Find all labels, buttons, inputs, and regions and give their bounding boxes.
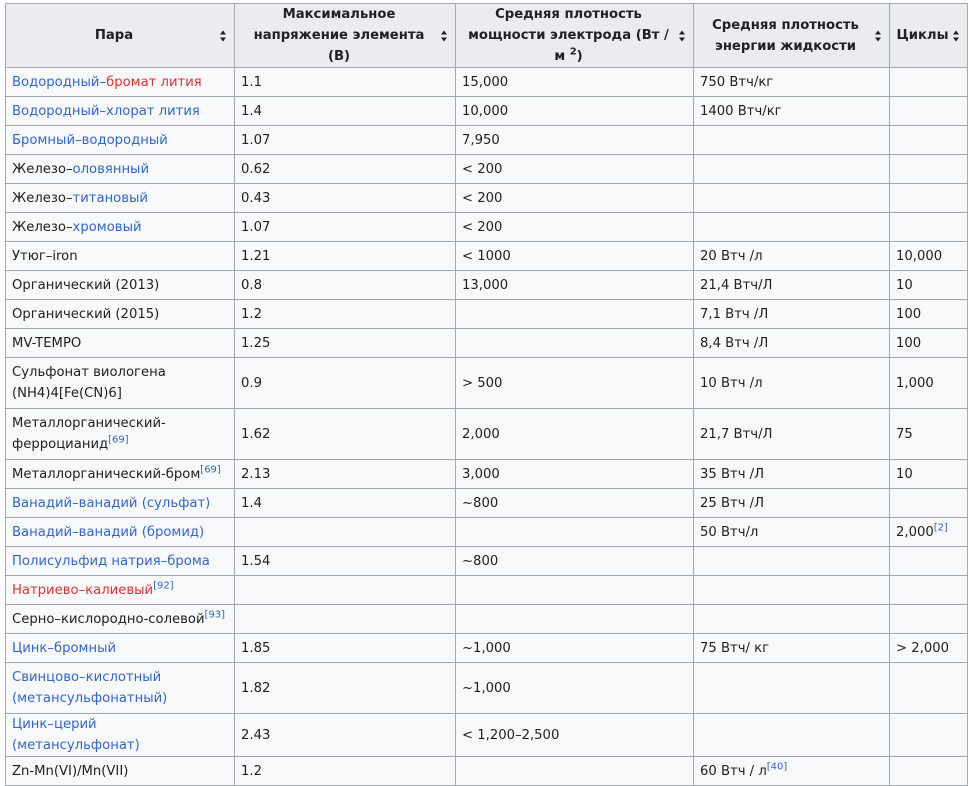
table-row [6, 329, 968, 358]
cell-value: 2,000 [462, 426, 500, 442]
header-row [6, 4, 968, 68]
reference-link[interactable]: [2] [933, 522, 948, 534]
cell-pair [6, 576, 235, 605]
cell-pair [6, 460, 235, 489]
table-row [6, 409, 968, 460]
table-row [6, 68, 968, 97]
cell-value: < 200 [462, 190, 503, 206]
cell-voltage [235, 184, 456, 213]
article-link[interactable]: Цинк–церий (метансульфонат) [12, 717, 140, 753]
cell-voltage [235, 126, 456, 155]
cell-value: 35 Втч /Л [700, 466, 765, 482]
cell-voltage [235, 757, 456, 786]
cell-cycles [890, 126, 968, 155]
cell-value: 10 Втч /л [700, 375, 763, 391]
cell-value: 75 Втч/ кг [700, 640, 770, 656]
cell-value: 10,000 [896, 248, 943, 264]
pair-text: Органический (2013) [12, 277, 160, 293]
cell-value: 0.8 [241, 277, 262, 293]
table-row [6, 460, 968, 489]
cell-voltage [235, 358, 456, 409]
cell-voltage [235, 409, 456, 460]
cell-voltage [235, 714, 456, 757]
cell-energy-density [694, 605, 890, 634]
table-body [6, 68, 968, 786]
article-link[interactable]: Бромный–водородный [12, 132, 168, 148]
table-row [6, 518, 968, 547]
cell-power-density [456, 663, 694, 714]
cell-value: ~1,000 [462, 640, 511, 656]
cell-power-density [456, 155, 694, 184]
cell-cycles [890, 358, 968, 409]
cell-voltage [235, 460, 456, 489]
cell-value: 1.07 [241, 219, 271, 235]
table-row [6, 97, 968, 126]
sort-icon[interactable] [441, 30, 448, 41]
cell-value: 20 Втч /л [700, 248, 763, 264]
cell-value: < 200 [462, 161, 503, 177]
table-row [6, 714, 968, 757]
table-row [6, 489, 968, 518]
cell-power-density [456, 97, 694, 126]
cell-cycles [890, 460, 968, 489]
table-row [6, 757, 968, 786]
cell-voltage [235, 576, 456, 605]
table-row [6, 155, 968, 184]
cell-value: 1.07 [241, 132, 271, 148]
cell-value: 7,950 [462, 132, 500, 148]
pair-text: Железо– [12, 190, 73, 206]
table-row [6, 605, 968, 634]
cell-value: 1.25 [241, 335, 271, 351]
table-row [6, 242, 968, 271]
cell-cycles [890, 213, 968, 242]
cell-power-density [456, 242, 694, 271]
cell-power-density [456, 300, 694, 329]
cell-pair [6, 329, 235, 358]
cell-energy-density [694, 663, 890, 714]
pair-text: MV-TEMPO [12, 335, 82, 351]
cell-cycles [890, 547, 968, 576]
article-link[interactable]: Водородный– [12, 74, 107, 90]
cell-power-density [456, 68, 694, 97]
cell-value: 0.43 [241, 190, 271, 206]
table-row [6, 271, 968, 300]
cell-energy-density [694, 155, 890, 184]
cell-pair [6, 155, 235, 184]
cell-voltage [235, 213, 456, 242]
cell-value: 100 [896, 335, 922, 351]
col-header-energy-density[interactable]: Средняя плотность энергии жидкости [694, 4, 890, 68]
sort-icon[interactable] [875, 30, 882, 41]
cell-value: 1.82 [241, 680, 271, 696]
cell-cycles [890, 634, 968, 663]
cell-power-density [456, 634, 694, 663]
cell-power-density [456, 126, 694, 155]
cell-pair [6, 757, 235, 786]
cell-value: 0.62 [241, 161, 271, 177]
cell-value: 60 Втч / л [700, 763, 767, 779]
cell-value: 10 [896, 277, 913, 293]
table-row [6, 634, 968, 663]
cell-energy-density [694, 576, 890, 605]
cell-power-density [456, 409, 694, 460]
cell-value: 13,000 [462, 277, 509, 293]
pair-text: Zn-Mn(VI)/Mn(VII) [12, 763, 129, 779]
cell-cycles [890, 97, 968, 126]
cell-value: 2,000 [896, 524, 934, 540]
cell-value: 10,000 [462, 103, 509, 119]
cell-pair [6, 663, 235, 714]
sort-icon[interactable] [953, 30, 960, 41]
cell-cycles [890, 184, 968, 213]
col-header-voltage[interactable]: Максимальное напряжение элемента (В) [235, 4, 456, 68]
cell-energy-density [694, 518, 890, 547]
cell-voltage [235, 97, 456, 126]
table-row [6, 358, 968, 409]
cell-value: 2.13 [241, 466, 271, 482]
article-link[interactable]: Ванадий–ванадий (сульфат) [12, 495, 211, 511]
cell-voltage [235, 634, 456, 663]
cell-value: 1400 Втч/кг [700, 103, 782, 119]
article-link[interactable]: оловянный [72, 161, 150, 177]
cell-cycles [890, 409, 968, 460]
cell-pair [6, 518, 235, 547]
cell-power-density [456, 547, 694, 576]
missing-article-link[interactable]: Натриево–калиевый [12, 582, 154, 598]
cell-voltage [235, 547, 456, 576]
cell-pair [6, 300, 235, 329]
sort-icon[interactable] [220, 30, 227, 41]
cell-value: > 2,000 [896, 640, 949, 656]
cell-power-density [456, 329, 694, 358]
reference-link[interactable]: [69] [200, 464, 221, 476]
table-row [6, 213, 968, 242]
cell-value: 1.2 [241, 306, 262, 322]
cell-energy-density [694, 242, 890, 271]
table-row [6, 126, 968, 155]
cell-energy-density [694, 757, 890, 786]
cell-value: 3,000 [462, 466, 500, 482]
cell-value: 1.1 [241, 74, 262, 90]
cell-cycles [890, 489, 968, 518]
cell-value: 2.43 [241, 727, 271, 743]
pair-text: Органический (2015) [12, 306, 160, 322]
cell-energy-density [694, 547, 890, 576]
cell-pair [6, 409, 235, 460]
flow-battery-table [5, 3, 968, 786]
cell-value: 1.21 [241, 248, 271, 264]
cell-value: 1.54 [241, 553, 271, 569]
cell-value: ~1,000 [462, 680, 511, 696]
pair-text: Железо– [12, 161, 73, 177]
cell-energy-density [694, 126, 890, 155]
cell-power-density [456, 714, 694, 757]
cell-value: 75 [896, 426, 913, 442]
cell-power-density [456, 757, 694, 786]
cell-value: 100 [896, 306, 922, 322]
cell-power-density [456, 518, 694, 547]
cell-voltage [235, 605, 456, 634]
cell-cycles [890, 300, 968, 329]
pair-text: Серно–кислородно-солевой [12, 611, 205, 627]
article-link[interactable]: Полисульфид натрия–брома [12, 553, 210, 569]
cell-value: 15,000 [462, 74, 509, 90]
cell-power-density [456, 184, 694, 213]
cell-value: 1,000 [896, 375, 934, 391]
cell-energy-density [694, 460, 890, 489]
cell-value: 1.4 [241, 495, 262, 511]
pair-text: Металлорганический-ферроцианид [12, 416, 166, 452]
reference-link[interactable]: [93] [204, 609, 226, 621]
cell-voltage [235, 663, 456, 714]
cell-voltage [235, 518, 456, 547]
cell-energy-density [694, 213, 890, 242]
cell-value: < 1,200–2,500 [462, 727, 560, 743]
cell-cycles [890, 242, 968, 271]
reference-link[interactable]: [40] [766, 761, 788, 773]
cell-energy-density [694, 97, 890, 126]
cell-value: 750 Втч/кг [700, 74, 774, 90]
pair-text: Утюг–iron [12, 248, 78, 264]
table-row [6, 663, 968, 714]
cell-value: 1.85 [241, 640, 271, 656]
cell-value: 1.4 [241, 103, 262, 119]
cell-energy-density [694, 634, 890, 663]
cell-energy-density [694, 358, 890, 409]
cell-pair [6, 271, 235, 300]
cell-energy-density [694, 271, 890, 300]
cell-voltage [235, 489, 456, 518]
article-link[interactable]: Водородный–хлорат лития [12, 103, 200, 119]
cell-pair [6, 184, 235, 213]
cell-cycles [890, 663, 968, 714]
col-header-power-density[interactable]: Средняя плотность мощности электрода (Вт / м $^2$) [456, 4, 694, 68]
article-link[interactable]: хромовый [72, 219, 142, 235]
cell-voltage [235, 300, 456, 329]
cell-value: ~800 [462, 553, 499, 569]
cell-value: 21,4 Втч/Л [700, 277, 773, 293]
cell-energy-density [694, 489, 890, 518]
cell-value: < 1000 [462, 248, 511, 264]
cell-pair [6, 242, 235, 271]
cell-power-density [456, 460, 694, 489]
cell-cycles [890, 605, 968, 634]
cell-cycles [890, 329, 968, 358]
cell-value: < 200 [462, 219, 503, 235]
cell-value: 10 [896, 466, 913, 482]
cell-voltage [235, 329, 456, 358]
cell-pair [6, 213, 235, 242]
col-header-cycles[interactable]: Циклы [890, 4, 968, 68]
cell-power-density [456, 213, 694, 242]
article-link[interactable]: Свинцово–кислотный (метансульфонатный) [12, 670, 168, 706]
cell-pair [6, 547, 235, 576]
reference-link[interactable]: [69] [108, 434, 129, 446]
cell-energy-density [694, 329, 890, 358]
cell-power-density [456, 358, 694, 409]
pair-text: Сульфонат виологена (NH4)4[Fe(CN)6] [12, 365, 166, 401]
cell-value: 1.62 [241, 426, 271, 442]
cell-pair [6, 489, 235, 518]
cell-pair [6, 634, 235, 663]
cell-pair [6, 68, 235, 97]
reference-link[interactable]: [92] [153, 580, 174, 592]
cell-cycles [890, 518, 968, 547]
cell-value: > 500 [462, 375, 503, 391]
cell-value: 50 Втч/л [700, 524, 759, 540]
pair-text: Металлорганический-бром [12, 466, 201, 482]
missing-article-link[interactable]: бромат лития [106, 74, 202, 90]
cell-pair [6, 358, 235, 409]
pair-text: Железо– [12, 219, 73, 235]
cell-cycles [890, 757, 968, 786]
table-row [6, 576, 968, 605]
cell-cycles [890, 271, 968, 300]
cell-voltage [235, 155, 456, 184]
cell-value: ~800 [462, 495, 499, 511]
cell-pair [6, 714, 235, 757]
table-row [6, 184, 968, 213]
cell-energy-density [694, 409, 890, 460]
cell-cycles [890, 68, 968, 97]
cell-energy-density [694, 300, 890, 329]
table-row [6, 547, 968, 576]
cell-power-density [456, 605, 694, 634]
cell-cycles [890, 155, 968, 184]
cell-pair [6, 605, 235, 634]
cell-voltage [235, 68, 456, 97]
cell-voltage [235, 242, 456, 271]
cell-value: 25 Втч /Л [700, 495, 765, 511]
cell-voltage [235, 271, 456, 300]
article-link[interactable]: Ванадий–ванадий (бромид) [12, 524, 205, 540]
cell-pair [6, 126, 235, 155]
article-link[interactable]: Цинк–бромный [12, 640, 117, 656]
cell-value: 7,1 Втч /Л [700, 306, 769, 322]
cell-power-density [456, 489, 694, 518]
cell-energy-density [694, 184, 890, 213]
cell-energy-density [694, 68, 890, 97]
col-header-pair[interactable]: Пара [6, 4, 235, 68]
sort-icon[interactable] [679, 30, 686, 41]
cell-value: 8,4 Втч /Л [700, 335, 769, 351]
cell-value: 0.9 [241, 375, 262, 391]
article-link[interactable]: титановый [72, 190, 149, 206]
cell-value: 21,7 Втч/Л [700, 426, 773, 442]
cell-energy-density [694, 714, 890, 757]
cell-pair [6, 97, 235, 126]
cell-value: 1.2 [241, 763, 262, 779]
cell-power-density [456, 576, 694, 605]
cell-power-density [456, 271, 694, 300]
cell-cycles [890, 714, 968, 757]
cell-cycles [890, 576, 968, 605]
table-row [6, 300, 968, 329]
